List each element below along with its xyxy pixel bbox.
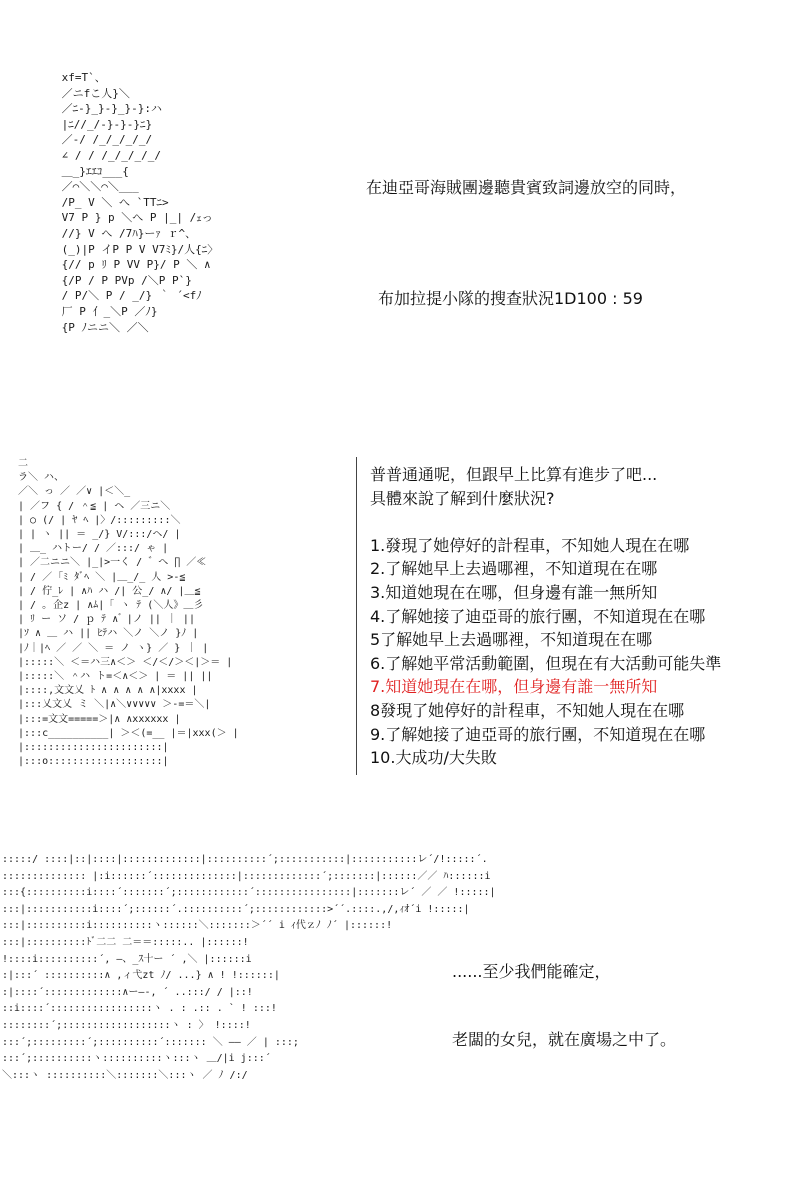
panel-3: [0, 850, 800, 1180]
list-item-10: 10.大成功/大失敗: [370, 748, 497, 768]
list-item-8: 8發現了她停好的計程車，不知她人現在在哪: [370, 700, 685, 720]
list-item-3: 3.知道她現在在哪，但身邊有誰一無所知: [370, 582, 658, 602]
narration-line-3: ......至少我們能確定，: [452, 962, 611, 981]
question-line-2: 具體來說了解到什麼狀況?: [370, 488, 555, 508]
ascii-art-girl-portrait: xf=T`、 ／ニfこ人}＼ ／ﾆ-}_}-}_}-}:ハ |ﾆ//_/-}-}-}ﾆ} ／-/ /_/_/_/_/ ∠ / / /_/_/_/_/ ＿_}ｴｴｺ___{ ／⌒＼＼⌒＼___ /P_ V ＼ へ `TTﾆ> V7 P } p ＼へ P |_| /ｪっ //} V へ /7ﾊ}ーｧ ｒ^、 (_)|P イP P V V7ﾐ}/人{ﾆ〉 {// p ﾘ P VV P}/ P ＼ ∧ {/P / P PVp /＼P P`} / P/＼ P / _/} ｀ ´<fﾉ 厂 P 亻_＼P ／ﾉ} {P ﾉニニ＼ ／＼: [61, 71, 219, 334]
ascii-art-girl-closeup: :::::/ ::::|::|::::|:::::::::::::|::::::::::´;:::::::::::|:::::::::::レ´/!:::::´. :::::::::::::: |:i::::::´::::::::::::::|:::::::::::::´;:::::::|::::::／／ ﾊ::::::i :::{::::::::::i::::´:::::::´;::::::::::::´::::::::::::::::|:::::::レ´ ／ ／ !:::::| :::|:::::::::::i::::´;::::::´.::::::::::´;::::::::::::>´´.::::.,/,ｨｵ´i !:::::| :::|::::::::::i::::::::::ヽ::::::＼:::::::＞´´ i ｨ代ｚﾉ ﾉ´ |::::::! :::|::::::::::ﾄﾞ二二 二＝＝:::::.. |::::::! !::::i::::::::::´, ―、_ｽ十ー ´ ,＼ |::::::i :|:::´ ::::::::::∧ ,ィ弋zt ﾉ/ ...} ∧ ! !::::::| :|::::´:::::::::::::∧ー―-, ´ ..:::/ / |::! ::i::::´:::::::::::::::::ヽ . : .:: . ` ! :::! ::::::::´;::::::::::::::::::ヽ : 〉 !::::! :::´;:::::::::´;::::::::::´::::::: ＼ ―― ／ | :::; :::´;::::::::::ヽ::::::::::ヽ:::ヽ ＿/|i j:::´ ＼:::ヽ ::::::::::＼:::::::＼:::ヽ ／ ﾉ /:/: [2, 854, 496, 1081]
list-spacer: [370, 510, 795, 534]
panel-2: [0, 455, 800, 805]
vertical-divider: [356, 457, 357, 775]
list-item-1: 1.發現了她停好的計程車，不知她人現在在哪: [370, 535, 690, 555]
narration-line-4: 老闆的女兒，就在廣場之中了。: [452, 1030, 677, 1049]
panel-1: [0, 60, 800, 390]
list-item-4: 4.了解她接了迪亞哥的旅行團，不知道現在在哪: [370, 606, 706, 626]
question-line-1: 普普通通呢，但跟早上比算有進步了吧...: [370, 465, 658, 484]
ascii-art-girl-hat-scene: 二 ラ＼ ハ、 ／＼ っ ／ ／∨ |＜＼_ | ／フ { / ＾≦ | ヘ ／三ニ＼ | ○ (/ | ﾔ ﾍ |〉/:::::::::＼ | | ヽ || ＝ _/} V/:::/ヘ/ | | ＿_ ハトー/ / ／:::/ ゃ | | ／二ニニ＼ |_|>一く / ゛へ ∏ ／≪ | / ／ ｢ﾐ ﾀﾞﾍ ＼ |＿_/_ 人 >-≦ | / 佇_ﾚ | ∧ﾊ ハ /| 公_/ ∧/ |＿≦ | / ｡ 企z | ∧ﾑ|「 ヽ ﾃ (＼人》＿彡 | ﾘ ー ソ / ｐ ﾃ ∧ ゙ |ノ || ｜ || |ｿ ∧ ＿ ハ || ﾋﾃハ ＼ノ ＼ノ }ﾉ | |ﾉ｜|ﾍ ／ ／ ＼ ＝ ノ ヽ} ／ } ｜ | |:::::＼ ＜＝ハ三∧＜＞ ＜/＜/＞＜|＞＝ | |:::::＼ ＾ハ ト=＜∧＜＞ | ＝ || || |::::,文文乂 ﾄ ∧ ∧ ∧ ∧ ∧|xxxx | |:::乂文乂 ミ ＼|∧＼∨∨∨∨∨ ＞-=＝＼| |:::=文文=====＞|∧ ∧xxxxxx | |:::c__________| ＞＜(=__ |＝|xxx(＞ | |:::::::::::::::::::::::| |:::o:::::::::::::::::::|: [18, 458, 239, 768]
list-item-7-highlighted: 7.知道她現在在哪，但身邊有誰一無所知: [370, 677, 658, 697]
outcome-list: [370, 463, 795, 770]
list-item-9: 9.了解她接了迪亞哥的旅行團，不知道現在在哪: [370, 724, 706, 744]
narration-line-1: 在迪亞哥海賊團邊聽貴賓致詞邊放空的同時，: [366, 178, 687, 197]
dice-result-line: 布加拉提小隊的搜查狀況1D100 : 59: [378, 289, 643, 308]
list-item-2: 2.了解她早上去過哪裡，不知道現在在哪: [370, 559, 658, 579]
list-item-5: 5了解她早上去過哪裡，不知道現在在哪: [370, 630, 653, 650]
list-item-6: 6.了解她平常活動範圍，但現在有大活動可能失準: [370, 653, 722, 673]
